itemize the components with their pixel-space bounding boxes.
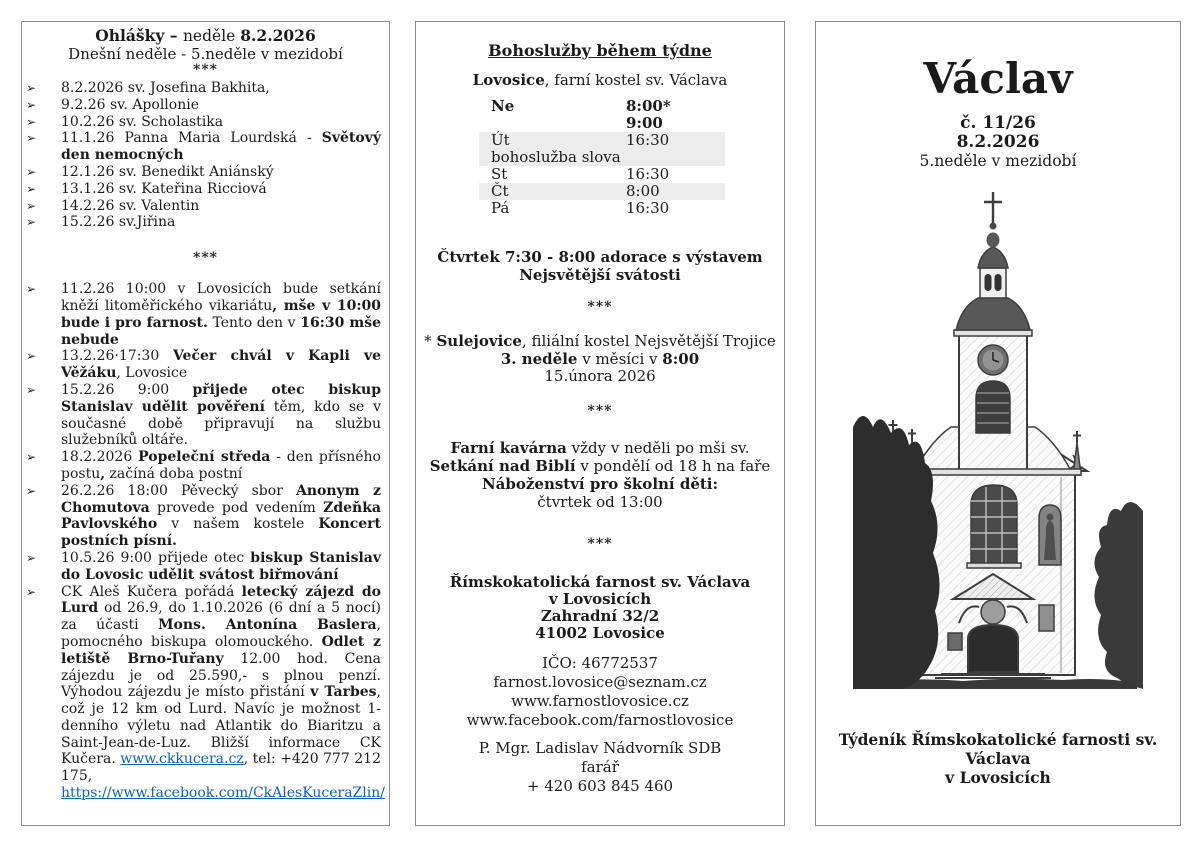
text-segment: 9.2.26 sv. Apollonie xyxy=(61,96,199,113)
saint-days-list xyxy=(22,78,389,231)
text-segment: , Lovosice xyxy=(116,365,188,382)
text-segment: od 26.9, do 1.10.2026 (6 dní a 5 nocí) za účasti xyxy=(61,600,381,634)
text-segment: vždy v neděli po mši sv. xyxy=(566,438,750,457)
announcement-text xyxy=(61,382,381,448)
text-segment: , což je 12 km od Lurd. Navíc je možnost 1-denního výletu nad Atlantik do Biaritzu a Saint-Jean-de-Luz. Bližší informace CK Kučera. xyxy=(61,684,381,768)
footer-line: v Lovosicích xyxy=(945,768,1051,787)
church-sketch-svg xyxy=(853,175,1143,689)
lantern xyxy=(980,268,1006,298)
onion-cap xyxy=(978,247,1008,268)
parish-street: Zahradní 32/2 xyxy=(540,606,660,625)
text-segment: Popeleční středa xyxy=(138,449,271,466)
separator-stars: *** xyxy=(587,299,613,315)
parish-facebook: www.facebook.com/farnostlovosice xyxy=(466,710,734,729)
parish-ico: IČO: 46772537 xyxy=(542,653,658,672)
separator-stars: *** xyxy=(587,402,613,419)
saint-day-text xyxy=(61,97,199,113)
separator-stars: *** xyxy=(193,62,218,78)
schedule-row-wednesday xyxy=(479,166,725,183)
text-segment: začíná doba postní xyxy=(105,465,243,482)
text-segment: v Tarbes xyxy=(310,684,377,701)
text-segment: 16:30 mše nebude xyxy=(61,314,381,348)
arrow-bullet-icon: ➢ xyxy=(26,282,37,297)
priest-phone: + 420 603 845 460 xyxy=(526,776,674,795)
text-segment: Farní kavárna xyxy=(450,438,567,457)
text-segment: CK Aleš Kučera pořádá xyxy=(61,583,242,600)
announcement-item xyxy=(26,482,381,550)
tower-cornice xyxy=(954,330,1032,336)
arrow-bullet-icon: ➢ xyxy=(26,584,37,599)
schedule-time: 8:00* xyxy=(626,97,671,115)
saint-day-text xyxy=(61,181,267,197)
services-heading: Bohoslužby během týdne xyxy=(488,41,712,60)
arrow-bullet-icon: ➢ xyxy=(26,181,37,196)
parish-zip: 41002 Lovosice xyxy=(535,623,665,642)
text-segment: Večer chvál v Kapli ve Věžáku xyxy=(61,348,382,382)
middle-page-services xyxy=(415,21,785,826)
text-segment: Lovosice xyxy=(472,71,545,89)
announcements-title xyxy=(22,27,389,45)
schedule-time: 16:30 xyxy=(626,131,670,149)
text-segment: 15.2.26 9:00 xyxy=(61,381,193,398)
text-segment: 8.2.2026 xyxy=(240,26,316,45)
arrow-bullet-icon: ➢ xyxy=(26,81,37,95)
text-segment: Mons. Antonína Baslera xyxy=(158,617,377,634)
schedule-day-abbr: Út xyxy=(491,131,510,149)
saint-day-item xyxy=(26,130,381,164)
arrow-bullet-icon: ➢ xyxy=(26,164,37,179)
text-segment: 12.00 hod. Cena zájezdu je od 25.590,- s plnou penzí. Výhodou zájezdu je místo přistání xyxy=(61,650,381,701)
text-segment: Náboženství pro školní děti: xyxy=(481,474,719,493)
text-segment: 3. neděle xyxy=(500,349,578,368)
arrow-bullet-icon: ➢ xyxy=(26,382,37,397)
saint-day-item xyxy=(26,80,381,97)
saint-day-item xyxy=(26,180,381,198)
announcement-text xyxy=(61,281,381,347)
saint-day-item xyxy=(26,96,381,114)
issue-number: č. 11/26 xyxy=(960,113,1036,133)
text-segment: v měsíci v xyxy=(577,349,663,368)
saint-day-item xyxy=(26,214,381,231)
announcement-text xyxy=(61,348,381,381)
text-segment: - den přísného postu xyxy=(61,449,381,482)
text-segment: , filiální kostel Nejsvětější Trojice xyxy=(521,332,776,350)
text-segment: Odlet z letiště Brno-Tuřany xyxy=(61,633,381,667)
arrow-bullet-icon: ➢ xyxy=(26,215,37,230)
services-location xyxy=(416,72,784,89)
announcement-item xyxy=(26,281,381,348)
saint-day-text xyxy=(61,130,381,163)
text-segment: v našem kostele xyxy=(157,516,319,533)
text-segment: biskup Stanislav do Lovosic udělit svátost biřmování xyxy=(61,549,381,583)
text-segment: 8:00 xyxy=(662,349,700,368)
announcement-text xyxy=(61,483,381,549)
sulejovice-line xyxy=(416,351,784,369)
link[interactable]: https://www.facebook.com/CkAlesKuceraZlin/ xyxy=(61,785,385,802)
text-segment: 8.2.2026 sv. Josefina Bakhita, xyxy=(61,80,270,96)
arrow-bullet-icon: ➢ xyxy=(26,450,37,465)
left-page-announcements xyxy=(21,21,390,826)
text-segment: v pondělí od 18 h na faře xyxy=(575,456,771,475)
text-segment: 12.1.26 sv. Benedikt Aniánský xyxy=(61,163,274,180)
sulejovice-line: 15.února 2026 xyxy=(544,367,656,385)
community-line xyxy=(416,475,784,493)
saint-day-text xyxy=(61,214,175,230)
arrow-bullet-icon: ➢ xyxy=(26,198,37,213)
sulejovice-note xyxy=(416,333,784,386)
parish-email: farnost.lovosice@seznam.cz xyxy=(493,672,707,691)
separator-stars: *** xyxy=(587,535,613,552)
text-segment: Ohlášky – xyxy=(95,26,183,45)
text-segment: Světový den nemocných xyxy=(61,130,381,164)
announcements-list xyxy=(22,266,389,802)
text-segment: Koncert postních písní. xyxy=(61,516,381,550)
adoration-line: Čtvrtek 7:30 - 8:00 adorace s výstavem xyxy=(437,248,763,266)
text-segment: , pomocného biskupa olomouckého. xyxy=(61,617,381,650)
text-segment: 26.2.26 18:00 Pěvecký sbor xyxy=(61,482,296,499)
church-door xyxy=(968,625,1018,672)
schedule-row-tuesday xyxy=(479,132,725,166)
arrow-bullet-icon: ➢ xyxy=(26,114,37,129)
nave-window xyxy=(967,485,1021,568)
liturgical-sunday: 5.neděle v mezidobí xyxy=(919,152,1077,170)
announcement-text xyxy=(61,584,385,802)
text-segment: * xyxy=(424,332,437,350)
text-segment: , mše v 10:00 bude i pro farnost. xyxy=(61,297,381,331)
announcements-header xyxy=(22,22,389,78)
text-segment: neděle xyxy=(182,27,241,45)
community-activities xyxy=(416,439,784,511)
text-segment: 10.5.26 9:00 přijede otec xyxy=(61,549,251,566)
announcement-item xyxy=(26,583,385,802)
text-segment: provede pod vedením xyxy=(149,499,324,516)
text-segment: 11.1.26 Panna Maria Lourdská - xyxy=(61,130,322,147)
text-segment: 11.2.26 10:00 v Lovosicích bude setkání kněží litoměřického vikariátu xyxy=(61,281,381,314)
announcement-item xyxy=(26,381,382,449)
notice-board xyxy=(948,633,962,650)
footer-line: Týdeník Římskokatolické farnosti sv. Václava xyxy=(838,730,1158,768)
text-segment: těm, kdo se v současné době připravují na službu služebníků oltáře. xyxy=(61,398,381,449)
announcement-item xyxy=(26,348,382,382)
text-segment: letecký zájezd do Lurd xyxy=(61,583,381,617)
parish-contacts xyxy=(416,654,784,730)
wall-plaque xyxy=(1039,605,1054,631)
spire-cross-icon xyxy=(984,192,1002,223)
schedule-row-sunday xyxy=(479,98,725,132)
church-illustration xyxy=(816,175,1180,693)
saint-day-text xyxy=(61,164,274,180)
adoration-note xyxy=(416,248,784,284)
text-segment: Sulejovice xyxy=(436,332,522,350)
saint-day-item xyxy=(26,113,381,131)
sulejovice-line xyxy=(416,333,784,351)
saint-day-text xyxy=(61,80,270,96)
issue-date: 8.2.2026 xyxy=(956,132,1040,152)
parish-website: www.farnostlovosice.cz xyxy=(511,691,689,710)
arrow-bullet-icon: ➢ xyxy=(26,97,37,112)
announcement-text xyxy=(61,550,381,583)
tree-right xyxy=(1094,502,1143,689)
bell-roof xyxy=(956,298,1030,330)
priest-contact xyxy=(416,739,784,796)
schedule-day: Čt xyxy=(491,182,509,200)
arrow-bullet-icon: ➢ xyxy=(26,349,37,364)
text-segment: 15.2.26 sv.Jiřina xyxy=(61,214,176,231)
link[interactable]: www.ckkucera.cz xyxy=(120,751,244,768)
schedule-time: 16:30 xyxy=(626,165,670,183)
text-segment: Zdeňka Pavlovského xyxy=(61,499,381,533)
community-line xyxy=(416,457,784,475)
lantern-opening xyxy=(985,274,992,291)
schedule-row-thursday xyxy=(479,183,725,200)
parish-name: Římskokatolická farnost sv. Václava xyxy=(449,572,751,591)
text-segment: Setkání nad Biblí xyxy=(429,456,576,475)
text-segment: Tento den v xyxy=(207,314,301,331)
announcement-text xyxy=(61,449,381,482)
schedule-time: 9:00 xyxy=(626,114,663,132)
saint-day-text xyxy=(61,114,223,130)
spire-ball xyxy=(990,223,997,230)
announcement-item xyxy=(26,449,381,483)
bulletin-title: Václav xyxy=(923,54,1073,103)
adoration-line: Nejsvětější svátosti xyxy=(519,266,681,284)
announcement-item xyxy=(26,549,381,584)
text-segment: čtvrtek od 13:00 xyxy=(537,492,663,511)
right-page-cover xyxy=(815,21,1181,826)
community-line xyxy=(416,493,784,511)
text-segment: , farní kostel sv. Václava xyxy=(544,71,728,89)
bulletin-footer xyxy=(816,730,1180,787)
priest-name: P. Mgr. Ladislav Nádvorník SDB xyxy=(478,738,722,757)
statue-niche xyxy=(1039,505,1061,565)
schedule-day: Pá xyxy=(491,199,510,217)
community-line xyxy=(416,439,784,457)
text-segment: , xyxy=(100,465,106,482)
lantern-opening xyxy=(995,274,1002,291)
priest-role: farář xyxy=(581,757,619,776)
parish-address xyxy=(416,574,784,642)
schedule-time: 16:30 xyxy=(626,199,670,217)
arrow-bullet-icon: ➢ xyxy=(26,550,37,565)
announcements-subtitle: Dnešní neděle - 5.neděle v mezidobí xyxy=(68,45,343,63)
saint-day-item xyxy=(26,197,381,215)
text-segment: přijede otec biskup Stanislav udělit pověření xyxy=(61,381,382,415)
arrow-bullet-icon: ➢ xyxy=(26,483,37,498)
schedule-day-note: bohoslužba slova xyxy=(491,148,621,166)
schedule-day: Ne xyxy=(491,97,515,115)
text-segment: 10.2.26 sv. Scholastika xyxy=(61,113,224,130)
text-segment: , tel: +420 777 212 175, xyxy=(61,751,381,785)
belfry-window xyxy=(976,381,1010,433)
text-segment: 13.1.26 sv. Kateřina Ricciová xyxy=(61,180,267,197)
text-segment: 14.2.26 sv. Valentin xyxy=(61,197,200,214)
church-drawing xyxy=(853,192,1143,689)
schedule-day xyxy=(479,132,626,166)
parish-city: v Lovosicích xyxy=(548,589,652,608)
separator-stars: *** xyxy=(193,250,218,267)
mass-schedule-table xyxy=(479,98,725,217)
text-segment: 18.2.2026 xyxy=(61,449,139,466)
saint-day-text xyxy=(61,198,199,214)
text-segment: 13.2.26·17:30 xyxy=(61,348,173,365)
spire-bulb xyxy=(987,233,1000,248)
arrow-bullet-icon: ➢ xyxy=(26,131,37,146)
schedule-day: St xyxy=(491,165,508,183)
schedule-time: 8:00 xyxy=(626,182,660,200)
schedule-row-friday xyxy=(479,200,725,217)
text-segment: Anonym z Chomutova xyxy=(61,482,381,516)
saint-day-item xyxy=(26,163,381,181)
tower-clock xyxy=(978,345,1008,375)
schedule-times xyxy=(626,98,725,132)
